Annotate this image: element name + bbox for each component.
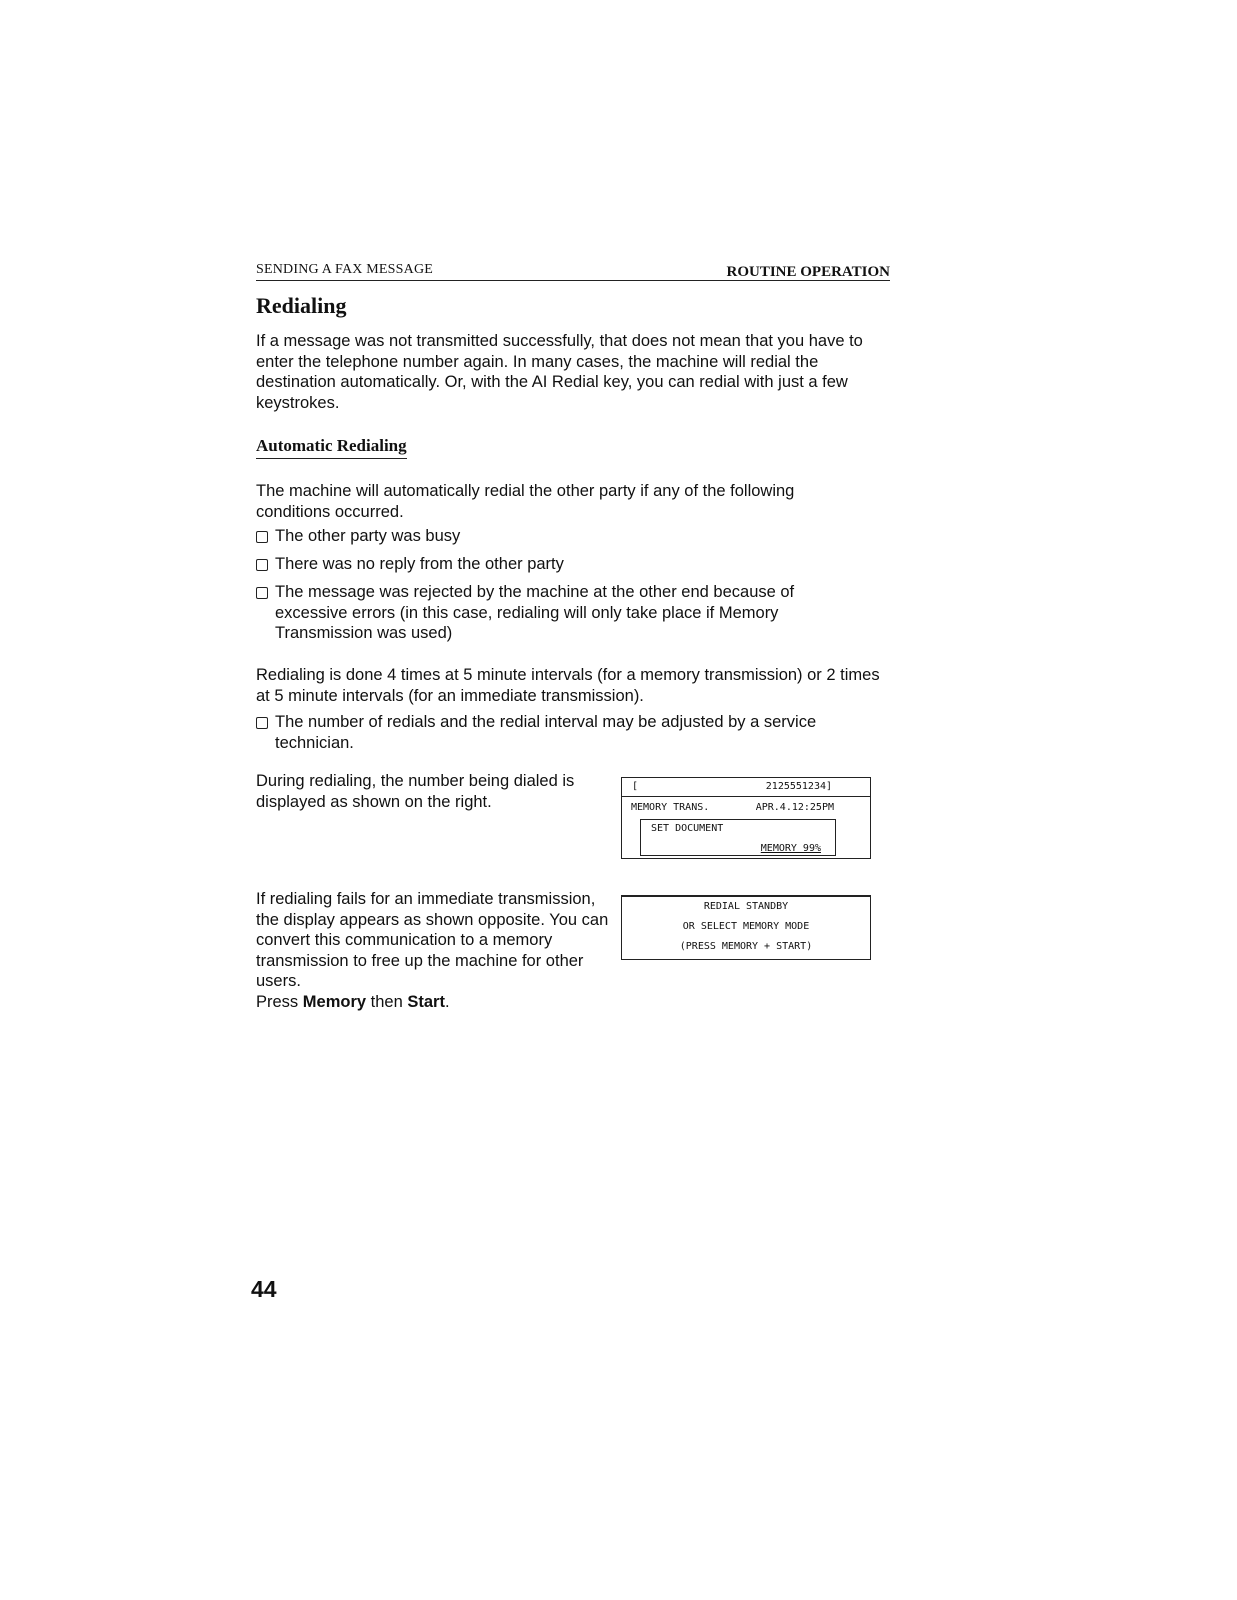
display-status-row xyxy=(622,797,870,817)
page-title: Redialing xyxy=(256,293,347,318)
display-number-row xyxy=(622,778,870,797)
header-rule xyxy=(256,280,890,281)
redialing-display-panel xyxy=(621,777,871,859)
standby-line-3: (PRESS MEMORY + START) xyxy=(679,941,813,952)
standby-line-2: OR SELECT MEMORY MODE xyxy=(682,921,810,932)
press-word: Press xyxy=(256,992,299,1011)
intro-paragraph: If a message was not transmitted successfully, that does not mean that you have to enter the telephone number again. In many cases, the machine will redial the destination automatically. Or, with the AI Redial key, you can redial with just a few keystrokes. xyxy=(256,332,863,412)
section-title: SENDING A FAX MESSAGE xyxy=(256,262,434,277)
checkbox-bullet-icon xyxy=(256,717,268,729)
automatic-redialing-heading: Automatic Redialing xyxy=(256,436,407,459)
display-prompt: SET DOCUMENT xyxy=(651,823,724,834)
redial-schedule-paragraph: Redialing is done 4 times at 5 minute intervals (for a memory transmission) or 2 times at 5 minute intervals (for an immediate transmission). xyxy=(256,666,880,705)
page-number: 44 xyxy=(251,1276,277,1302)
page-header xyxy=(256,260,890,284)
redial-fails-text: If redialing fails for an immediate transmission, the display appears as shown opposite. You can convert this communication to a memory transmission to free up the machine for other users. xyxy=(256,890,609,990)
sentence-period: . xyxy=(444,992,450,1011)
redial-standby-display-panel xyxy=(621,895,871,960)
note-text: The number of redials and the redial interval may be adjusted by a service technician. xyxy=(275,713,817,752)
then-word: then xyxy=(370,992,403,1011)
during-redialing-paragraph: During redialing, the number being dialed is displayed as shown on the right. xyxy=(256,772,575,811)
conditions-lead-paragraph: The machine will automatically redial the other party if any of the following conditions occurred. xyxy=(256,482,795,521)
checkbox-bullet-icon xyxy=(256,559,268,571)
checkbox-bullet-icon xyxy=(256,531,268,543)
redial-fails-paragraph xyxy=(256,889,616,1012)
display-bracket-open: [ xyxy=(632,781,639,792)
display-dialed-number: 2125551234 xyxy=(765,781,826,792)
start-key-label: Start xyxy=(407,992,445,1011)
checkbox-bullet-icon xyxy=(256,587,268,599)
condition-text: The other party was busy xyxy=(275,527,461,545)
standby-line-1: REDIAL STANDBY xyxy=(703,901,789,912)
display-message-box xyxy=(640,819,836,856)
condition-text: There was no reply from the other party xyxy=(275,555,564,573)
display-bracket-close: ] xyxy=(825,781,832,792)
memory-key-label: Memory xyxy=(302,992,367,1011)
display-mode: MEMORY TRANS. xyxy=(631,802,710,813)
chapter-title: ROUTINE OPERATION xyxy=(726,264,890,280)
display-memory: MEMORY 99% xyxy=(760,843,821,854)
condition-text: The message was rejected by the machine at the other end because of excessive errors (in this case, redialing will only take place if Memory Transmission was used) xyxy=(275,583,795,642)
display-datetime: APR.4.12:25PM xyxy=(755,802,834,813)
